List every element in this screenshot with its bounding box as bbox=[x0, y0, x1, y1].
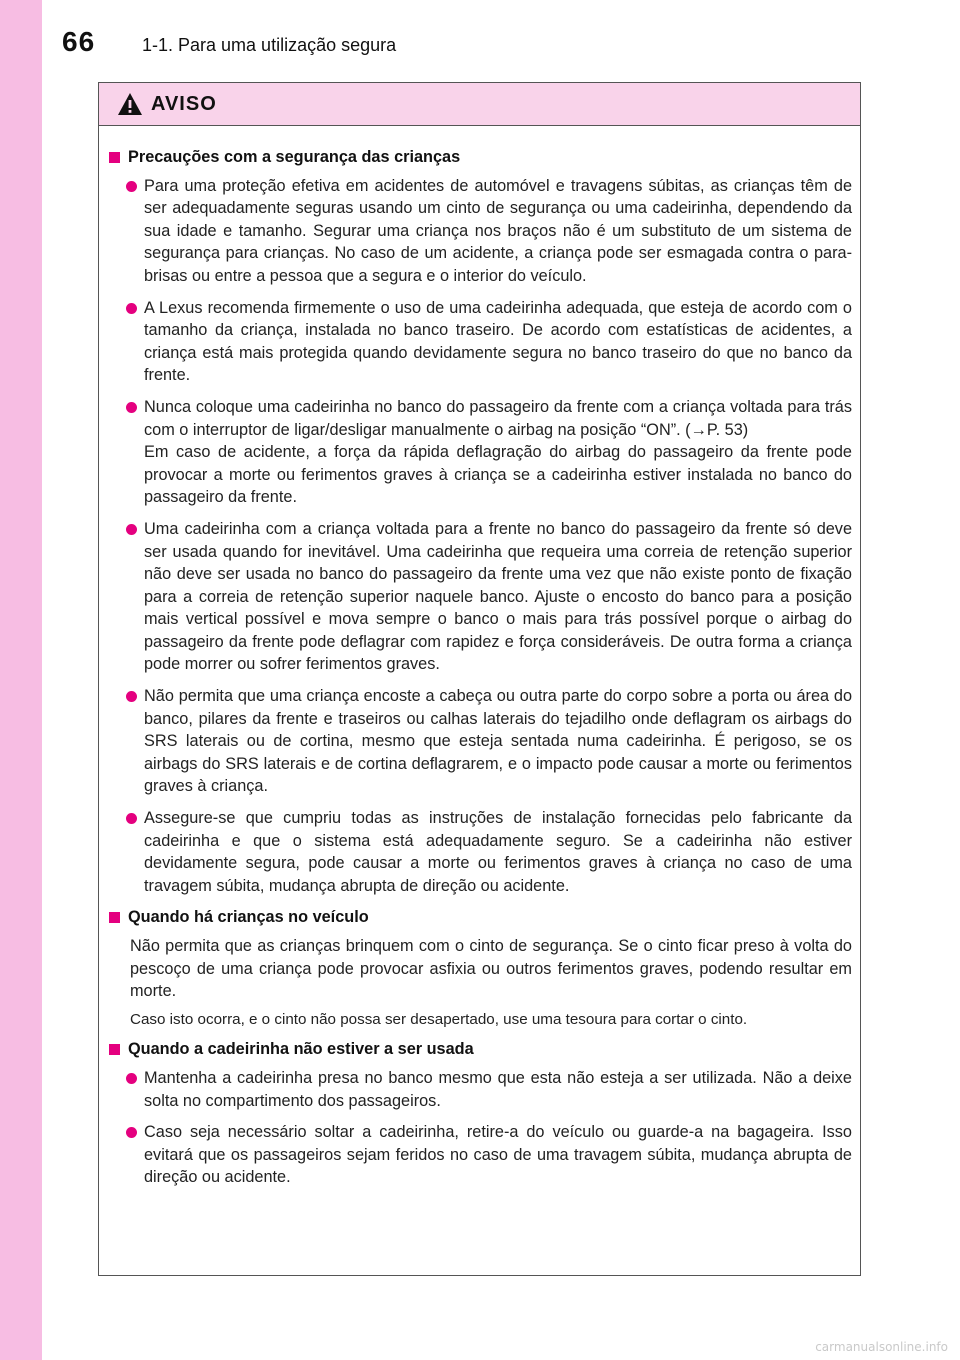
warning-box bbox=[98, 82, 861, 1276]
section-heading: Quando há crianças no veículo bbox=[109, 906, 852, 929]
page-number: 66 bbox=[62, 26, 96, 57]
section-heading: Quando a cadeirinha não estiver a ser usada bbox=[109, 1038, 852, 1061]
round-bullet-icon bbox=[126, 1127, 137, 1138]
list-item bbox=[109, 396, 852, 509]
list-item: Para uma proteção efetiva em acidentes de automóvel e travagens súbitas, as crianças têm de ser adequadamente seguras usando um cinto de segurança ou uma cadeirinha, dependendo da sua idade e tamanho. Segurar uma criança nos braços não é um substituto de um sistema de segurança para crianças. No caso de um acidente, a criança pode ser esmagada contra o para-brisas ou entre a pessoa que a segura e o interior do veículo. bbox=[109, 175, 852, 288]
list-item: Não permita que uma criança encoste a cabeça ou outra parte do corpo sobre a porta ou área do banco, pilares da frente e traseiros ou calhas laterais do tejadilho onde deflagram os airbags do SRS laterais ou de cortina, mesmo que esteja sentada numa cadeirinha. É perigoso, se os airbags do SRS laterais e de cortina deflagrarem, e o impacto pode causar a morte ou ferimentos graves à criança. bbox=[109, 685, 852, 798]
square-bullet-icon bbox=[109, 912, 120, 923]
note: Caso isto ocorra, e o cinto não possa ser desapertado, use uma tesoura para cortar o cinto. bbox=[130, 1010, 748, 1028]
round-bullet-icon bbox=[126, 524, 137, 535]
warning-body bbox=[99, 126, 860, 1189]
list-item: Caso seja necessário soltar a cadeirinha, retire-a do veículo ou guarde-a na bagageira. Isso evitará que os passageiros sejam feridos no caso de uma travagem súbita, mudança abrupta de direção ou acidente. bbox=[109, 1121, 852, 1189]
list-item: A Lexus recomenda firmemente o uso de uma cadeirinha adequada, que esteja de acordo com o tamanho da criança, instalada no banco traseiro. De acordo com estatísticas de acidentes, a criança está mais protegida quando devidamente segura no banco traseiro do que no banco da frente. bbox=[109, 297, 852, 387]
item-text-main: Nunca coloque uma cadeirinha no banco do passageiro da frente com a criança voltada para trás com o interruptor de ligar/desligar manualmente o airbag na posição “ON”. (→P. 53) bbox=[144, 397, 852, 439]
footer-watermark: carmanualsonline.info bbox=[815, 1340, 948, 1354]
round-bullet-icon bbox=[126, 691, 137, 702]
list-item: Mantenha a cadeirinha presa no banco mesmo que esta não esteja a ser utilizada. Não a deixe solta no compartimento dos passageiros. bbox=[109, 1067, 852, 1112]
item-text-continuation: Em caso de acidente, a força da rápida deflagração do airbag do passageiro da frente pode provocar a morte ou ferimentos graves à criança se a cadeirinha estiver instalada no banco do passageiro da frente. bbox=[144, 443, 852, 507]
section-title: 1-1. Para uma utilização segura bbox=[142, 35, 397, 55]
side-color-band bbox=[0, 0, 42, 1360]
round-bullet-icon bbox=[126, 181, 137, 192]
list-item: Uma cadeirinha com a criança voltada para a frente no banco do passageiro da frente só deve ser usada quando for inevitável. Uma cadeirinha que requeira uma correia de retenção superior não deve ser usada no banco do passageiro da frente uma vez que não existe ponto de fixação para a correia de retenção superior naquele banco. Ajuste o encosto do banco para a posição mais vertical possível e mova sempre o banco o mais para trás possível porque o airbag do passageiro da frente pode deflagrar com rapidez e força consideráveis. De outra forma a criança pode morrer ou sofrer ferimentos graves. bbox=[109, 518, 852, 676]
square-bullet-icon bbox=[109, 152, 120, 163]
round-bullet-icon bbox=[126, 1073, 137, 1084]
warning-triangle-icon bbox=[117, 92, 143, 116]
warning-header bbox=[99, 83, 860, 126]
square-bullet-icon bbox=[109, 1044, 120, 1055]
round-bullet-icon bbox=[126, 813, 137, 824]
round-bullet-icon bbox=[126, 303, 137, 314]
section-heading: Precauções com a segurança das crianças bbox=[109, 146, 852, 169]
paragraph: Não permita que as crianças brinquem com o cinto de segurança. Se o cinto ficar preso à volta do pescoço de uma criança pode provocar asfixia ou outros ferimentos graves, podendo resultar em morte. bbox=[130, 937, 852, 1001]
round-bullet-icon bbox=[126, 402, 137, 413]
list-item: Assegure-se que cumpriu todas as instruções de instalação fornecidas pelo fabricante da cadeirinha e que o sistema está adequadamente seguro. Se a cadeirinha não estiver devidamente segura, pode causar a morte ou ferimentos graves à criança no caso de uma travagem súbita, mudança abrupta de direção ou acidente. bbox=[109, 807, 852, 897]
warning-title: AVISO bbox=[151, 92, 217, 115]
